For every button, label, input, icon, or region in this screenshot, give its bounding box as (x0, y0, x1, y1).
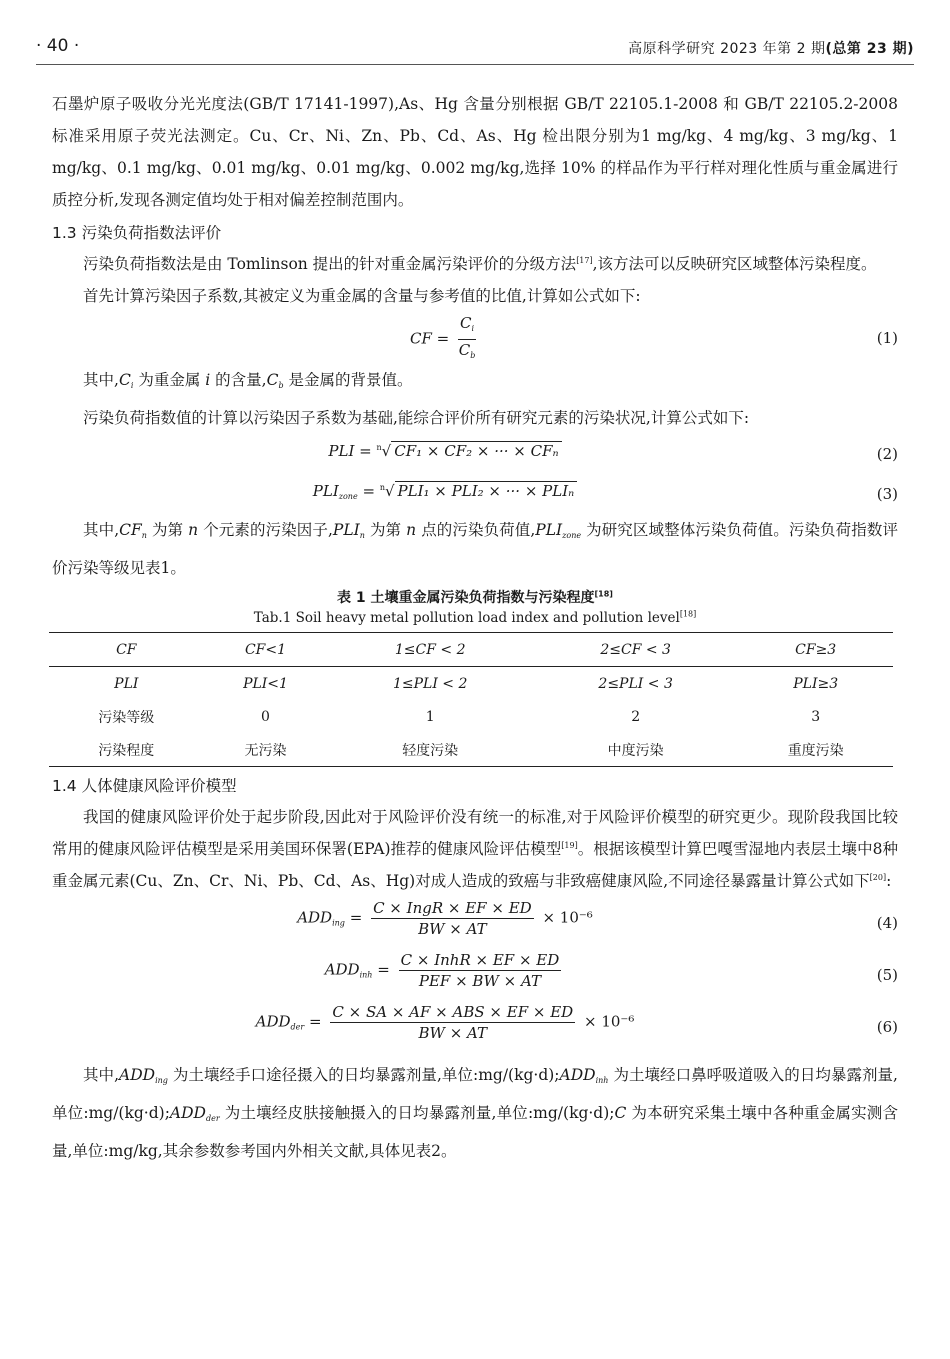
page-header (36, 30, 914, 65)
formula-5: $ADD_{inh}$ = $\frac{\text{C × InhR × EF × ED}}{\text{PEF × BW × AT}}$ (5) (324, 951, 898, 990)
formula-6: $ADD_{der}$ = $\frac{\text{C × SA × AF × ABS × EF × ED}}{BW \times AT}$ × 10⁻⁶ (6) (255, 1003, 898, 1042)
journal-info: 高原科学研究 2023 年第 2 期(总第 23 期) (628, 41, 914, 57)
formula-number-1: (1) (876, 329, 898, 347)
formula-number-2: (2) (876, 445, 898, 463)
main-content (52, 88, 898, 1167)
paragraph-pli-calc: 污染负荷指数值的计算以污染因子系数为基础,能综合评价所有研究元素的污染状况,计算公式如下: (83, 409, 750, 427)
paragraph-cf-variables: 其中$,C_i$ 为重金属 i 的含量$,C_b$ 是金属的背景值。 (83, 371, 413, 390)
formula-number-4: (4) (876, 914, 898, 932)
table-1 (49, 632, 893, 767)
paragraph-health-risk: 我国的健康风险评价处于起步阶段,因此对于风险评价没有统一的标准,对于风险评价模型的研究更少。现阶段我国比较常用的健康风险评估模型是采用美国环保署(EPA)推荐的健康风险评估模型[19]。根据该模型计算巴嘎雪湿地内表层土壤中8种重金属元素(Cu、Zn、Cr、Ni、Pb、Cd、As、Hg)对成人造成的致癌与非致癌健康风险,不同途径暴露量计算公式如下[20]: (52, 808, 898, 890)
formula-4: $ADD_{ing}$ = $\frac{\text{C × IngR × EF × ED}}{BW \times AT}$ × 10⁻⁶ (4) (297, 899, 898, 938)
formula-3: $PLI_{zone} = ^n√$ PLI₁ × PLI₂ × ··· × PLIₙ (3) (312, 482, 898, 503)
formula-1: CF = $\frac{C_i}{C_b}$ (1) (409, 314, 898, 360)
table-row: PLI PLI<1 1≤PLI < 2 2≤PLI < 3 PLI≥3 (114, 675, 839, 692)
table-row: 污染程度 无污染 轻度污染 中度污染 重度污染 (49, 733, 893, 767)
formula-2: PLI = $^n$√ CF₁ × CF₂ × ··· × CFₙ (2) (328, 442, 898, 463)
paragraph-pli-variables: 其中$,CF_n$ 为第 n 个元素的污染因子$,PLI_n$ 为第 n 点的污染负荷值$,PLI_{zone}$ 为研究区域整体污染负荷值。污染负荷指数评价污染等级见表1。 (52, 521, 898, 577)
section-heading-1-3: 1.3 污染负荷指数法评价 (52, 224, 222, 242)
page-number: · 40 · (36, 36, 80, 56)
paragraph-cf-definition: 首先计算污染因子系数,其被定义为重金属的含量与参考值的比值,计算如公式如下: (83, 287, 641, 305)
formula-number-5: (5) (876, 966, 898, 984)
table-1-caption-en: Tab.1 Soil heavy metal pollution load index and pollution level[18] (253, 609, 697, 626)
formula-number-6: (6) (876, 1018, 898, 1036)
table-1-caption-zh: 表 1 土壤重金属污染负荷指数与污染程度[18] (337, 589, 613, 606)
formula-number-3: (3) (876, 485, 898, 503)
table-row: 污染等级 0 1 2 3 (98, 708, 821, 726)
paragraph-methods: 石墨炉原子吸收分光光度法(GB/T 17141-1997),As、Hg 含量分别根据 GB/T 22105.1-2008 和 GB/T 22105.2-2008 标准采用原子荧光法测定。Cu、Cr、Ni、Zn、Pb、Cd、As、Hg 检出限分别为1 mg/kg、4 mg/kg、3 mg/kg、1 mg/kg、0.1 mg/kg、0.01 mg/kg、0.01 mg/kg、0.002 mg/kg,选择 10% 的样品作为平行样对理化性质与重金属进行质控分析,发现各测定值均处于相对偏差控制范围内。 (52, 95, 898, 209)
paragraph-exposure-variables: 其中$,ADD_{ing}$ 为土壤经手口途径摄入的日均暴露剂量,单位$:mg/(kg\cdot d);ADD_{inh}$ 为土壤经口鼻呼吸道吸入的日均暴露剂量,单位$:mg/(kg\cdot d);ADD_{der}$ 为土壤经皮肤接触摄入的日均暴露剂量,单位:mg/(kg·d);C 为本研究采集土壤中各种重金属实测含量,单位:mg/kg,其余参数参考国内外相关文献,具体见表2。 (52, 1066, 898, 1160)
section-heading-1-4: 1.4 人体健康风险评价模型 (52, 777, 237, 795)
table-row: CF CF<1 1≤CF < 2 2≤CF < 3 CF≥3 (49, 633, 893, 667)
paragraph-pli-intro: 污染负荷指数法是由 Tomlinson 提出的针对重金属污染评价的分级方法[17],该方法可以反映研究区域整体污染程度。 (83, 255, 877, 273)
